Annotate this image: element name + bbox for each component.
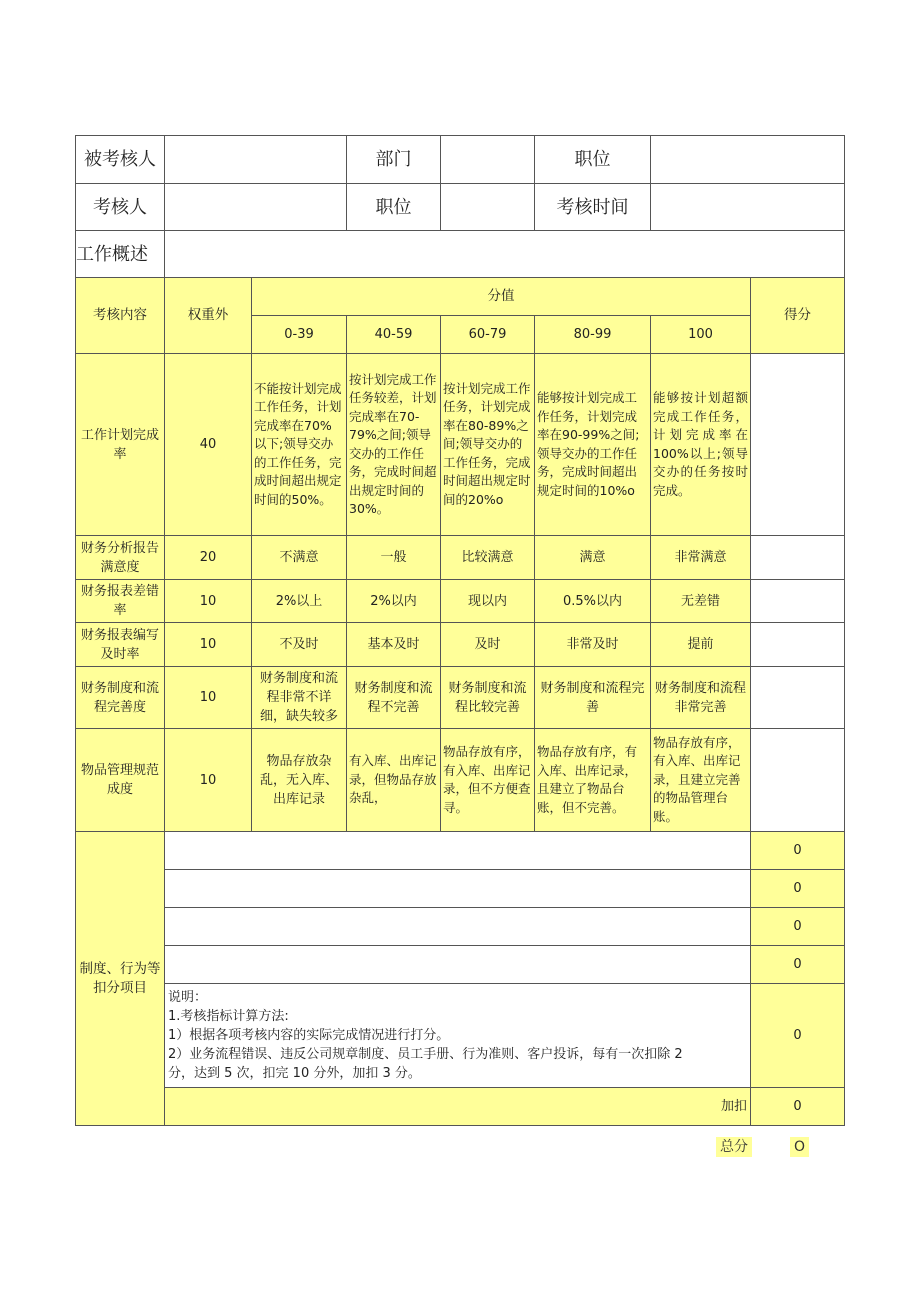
- level-text: 满意: [535, 536, 651, 580]
- note-line: 分，达到 5 次，扣完 10 分外，加扣 3 分。: [168, 1066, 421, 1081]
- assessment-time-label: 考核时间: [535, 184, 651, 231]
- table-row: [76, 729, 845, 832]
- column-content: 考核内容: [76, 278, 165, 354]
- table-row: [76, 623, 845, 667]
- column-score-group: 分值: [252, 278, 751, 316]
- level-text: 财务制度和流程比较完善: [441, 667, 535, 729]
- deduction-row: [76, 870, 845, 908]
- note-line: 说明：: [168, 990, 208, 1005]
- assessment-time-field[interactable]: [651, 184, 845, 231]
- position-label: 职位: [535, 136, 651, 184]
- column-weight: 权重外: [165, 278, 252, 354]
- weight-value: 20: [165, 536, 252, 580]
- range-0-39: 0-39: [252, 316, 347, 354]
- deduction-row: [76, 832, 845, 870]
- level-text: 按计划完成工作任务，计划完成率在80-89%之间;领导交办的工作任务，完成时间超出规定时间的20%o: [441, 354, 535, 536]
- header-row-assessor: [76, 184, 845, 231]
- score-cell[interactable]: [751, 354, 845, 536]
- item-label: 财务报表编写及时率: [76, 623, 165, 667]
- bonus-deduction-label: 加扣: [165, 1088, 751, 1126]
- level-text: 比较满意: [441, 536, 535, 580]
- level-text: 物品存放有序，有入库、出库记录，且建立完善的物品管理台账。: [651, 729, 751, 832]
- score-cell[interactable]: [751, 729, 845, 832]
- total-value: O: [790, 1137, 809, 1157]
- level-text: 不满意: [252, 536, 347, 580]
- deduction-score[interactable]: 0: [751, 908, 845, 946]
- level-text: 2%以上: [252, 580, 347, 623]
- deduction-row: [76, 908, 845, 946]
- level-text: 现以内: [441, 580, 535, 623]
- deduction-note-score[interactable]: 0: [751, 984, 845, 1088]
- item-label: 物品管理规范成度: [76, 729, 165, 832]
- deduction-score[interactable]: 0: [751, 870, 845, 908]
- range-100: 100: [651, 316, 751, 354]
- position-field[interactable]: [651, 136, 845, 184]
- weight-value: 10: [165, 580, 252, 623]
- deduction-score[interactable]: 0: [751, 832, 845, 870]
- level-text: 能够按计划超额完成工作任务，计划完成率在100%以上;领导交办的任务按时完成。: [651, 354, 751, 536]
- level-text: 提前: [651, 623, 751, 667]
- level-text: 不能按计划完成工作任务，计划完成率在70%以下;领导交办的工作任务，完成时间超出规定时间的50%。: [252, 354, 347, 536]
- weight-value: 10: [165, 667, 252, 729]
- column-result: 得分: [751, 278, 845, 354]
- deduction-label: 制度、行为等扣分项目: [76, 832, 165, 1126]
- level-text: 无差错: [651, 580, 751, 623]
- column-header-row: [76, 278, 845, 316]
- note-line: 1.考核指标计算方法:: [168, 1009, 289, 1024]
- score-cell[interactable]: [751, 667, 845, 729]
- level-text: 财务制度和流程非常完善: [651, 667, 751, 729]
- weight-value: 10: [165, 623, 252, 667]
- level-text: 物品存放杂乱，无入库、出库记录: [252, 729, 347, 832]
- deduction-note-row: [76, 984, 845, 1088]
- range-40-59: 40-59: [347, 316, 441, 354]
- item-label: 财务分析报告满意度: [76, 536, 165, 580]
- score-cell[interactable]: [751, 623, 845, 667]
- level-text: 非常及时: [535, 623, 651, 667]
- deduction-entry[interactable]: [165, 832, 751, 870]
- assessee-field[interactable]: [165, 136, 347, 184]
- level-text: 基本及时: [347, 623, 441, 667]
- level-text: 一般: [347, 536, 441, 580]
- work-summary-row: [76, 231, 845, 278]
- deduction-note: [165, 984, 751, 1088]
- score-cell[interactable]: [751, 580, 845, 623]
- table-row: [76, 354, 845, 536]
- level-text: 按计划完成工作任务较差，计划完成率在70-79%之间;领导交办的工作任务，完成时间超出规定时间的30%。: [347, 354, 441, 536]
- level-text: 财务制度和流程非常不详细，缺失较多: [252, 667, 347, 729]
- assessor-position-label: 职位: [347, 184, 441, 231]
- level-text: 物品存放有序，有入库、出库记录，且建立了物品台账，但不完善。: [535, 729, 651, 832]
- evaluation-table: [75, 135, 845, 1126]
- weight-value: 40: [165, 354, 252, 536]
- level-text: 2%以内: [347, 580, 441, 623]
- item-label: 工作计划完成率: [76, 354, 165, 536]
- level-text: 财务制度和流程不完善: [347, 667, 441, 729]
- level-text: 不及时: [252, 623, 347, 667]
- range-60-79: 60-79: [441, 316, 535, 354]
- item-label: 财务报表差错率: [76, 580, 165, 623]
- deduction-entry[interactable]: [165, 908, 751, 946]
- header-row-assessee: [76, 136, 845, 184]
- table-row: [76, 536, 845, 580]
- table-row: [76, 580, 845, 623]
- total-label: 总分: [716, 1137, 752, 1157]
- bonus-deduction-score[interactable]: 0: [751, 1088, 845, 1126]
- deduction-entry[interactable]: [165, 946, 751, 984]
- level-text: 能够按计划完成工作任务，计划完成率在90-99%之间;领导交办的工作任务，完成时间超出规定时间的10%o: [535, 354, 651, 536]
- level-text: 物品存放有序，有入库、出库记录，但不方便查寻。: [441, 729, 535, 832]
- note-line: 2）业务流程错误、违反公司规章制度、员工手册、行为准则、客户投诉，每有一次扣除 2: [168, 1047, 683, 1062]
- range-80-99: 80-99: [535, 316, 651, 354]
- bonus-deduction-row: [76, 1088, 845, 1126]
- deduction-entry[interactable]: [165, 870, 751, 908]
- department-label: 部门: [347, 136, 441, 184]
- weight-value: 10: [165, 729, 252, 832]
- assessee-label: 被考核人: [76, 136, 165, 184]
- deduction-row: [76, 946, 845, 984]
- score-cell[interactable]: [751, 536, 845, 580]
- deduction-score[interactable]: 0: [751, 946, 845, 984]
- level-text: 非常满意: [651, 536, 751, 580]
- item-label: 财务制度和流程完善度: [76, 667, 165, 729]
- level-text: 财务制度和流程完善: [535, 667, 651, 729]
- note-line: 1）根据各项考核内容的实际完成情况进行打分。: [168, 1028, 450, 1043]
- work-summary-field[interactable]: [165, 231, 845, 278]
- department-field[interactable]: [441, 136, 535, 184]
- work-summary-label: 工作概述: [76, 231, 165, 278]
- assessor-label: 考核人: [76, 184, 165, 231]
- assessor-field[interactable]: [165, 184, 347, 231]
- level-text: 有入库、出库记录，但物品存放杂乱，: [347, 729, 441, 832]
- level-text: 及时: [441, 623, 535, 667]
- assessor-position-field[interactable]: [441, 184, 535, 231]
- table-row: [76, 667, 845, 729]
- level-text: 0.5%以内: [535, 580, 651, 623]
